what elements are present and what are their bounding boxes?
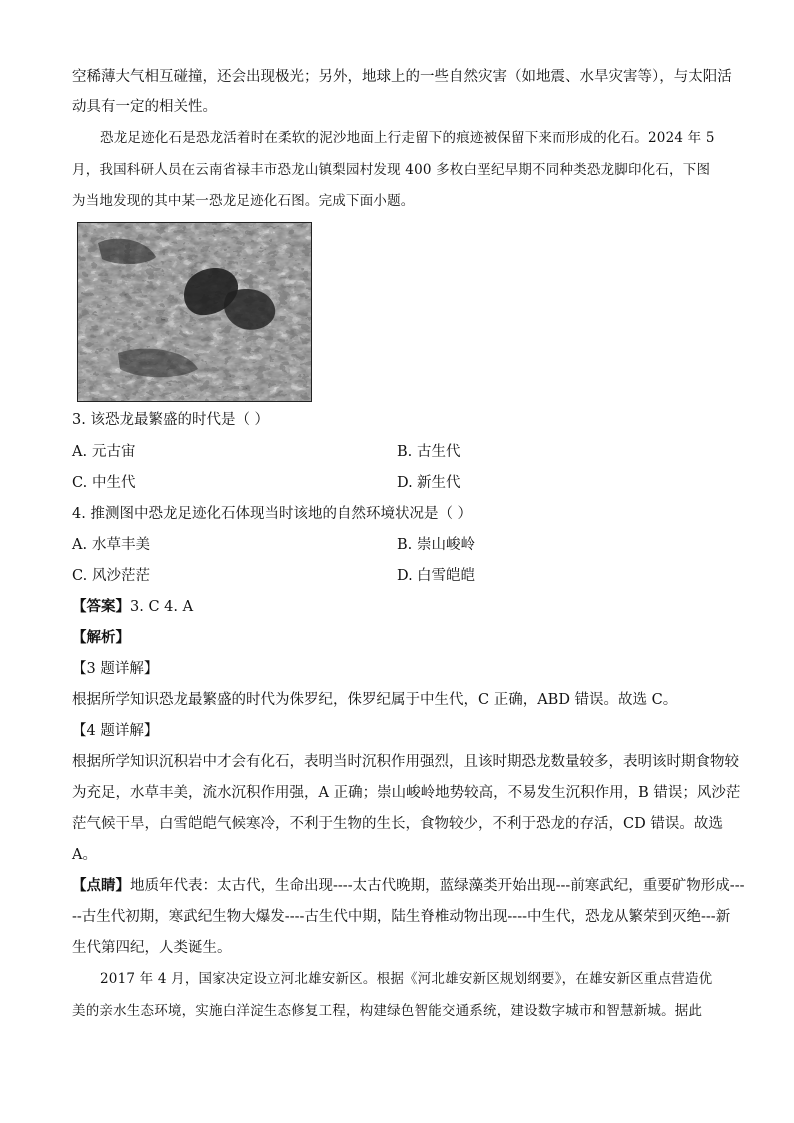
answer-line — [72, 597, 193, 617]
answer-text: 3. C 4. A — [130, 599, 194, 615]
q3-option-c: C. 中生代 — [72, 475, 136, 491]
answer-label: 【答案】 — [72, 598, 130, 615]
passage-line-3: 为当地发现的其中某一恐龙足迹化石图。完成下面小题。 — [72, 193, 415, 209]
dinosaur-footprint-fossil-photo — [77, 222, 312, 402]
question-3-stem: 3. 该恐龙最繁盛的时代是（ ） — [72, 412, 270, 428]
question-4-stem: 4. 推测图中恐龙足迹化石体现当时该地的自然环境状况是（ ） — [72, 506, 473, 522]
q4-option-a: A. 水草丰美 — [72, 537, 150, 553]
tip-label: 【点睛】 — [72, 877, 130, 894]
analysis-label: 【解析】 — [72, 629, 130, 646]
intro-line-1: 空稀薄大气相互碰撞，还会出现极光；另外，地球上的一些自然灾害（如地震、水旱灾害等），与太阳活 — [72, 69, 732, 85]
next-passage-line-1: 2017 年 4 月，国家决定设立河北雄安新区。根据《河北雄安新区规划纲要》，在雄安新区重点营造优 — [100, 971, 713, 987]
tip-line-1 — [72, 876, 745, 896]
tip-text-1: 地质年代表：太古代，生命出现----太古代晚期，蓝绿藻类开始出现---前寒武纪，重要矿物形成--- — [130, 878, 745, 894]
detail-4-line-2: 为充足，水草丰美，流水沉积作用强，A 正确；崇山峻岭地势较高，不易发生沉积作用，B 错误；风沙茫 — [72, 785, 741, 801]
q3-option-a: A. 元古宙 — [72, 444, 136, 460]
detail-3-text: 根据所学知识恐龙最繁盛的时代为侏罗纪，侏罗纪属于中生代，C 正确，ABD 错误。故选 C。 — [72, 692, 678, 708]
q3-option-b: B. 古生代 — [397, 444, 461, 460]
q4-option-c: C. 风沙茫茫 — [72, 568, 150, 584]
detail-4-line-3: 茫气候干旱，白雪皑皑气候寒冷，不利于生物的生长，食物较少，不利于恐龙的存活，CD 错误。故选 — [72, 816, 723, 832]
passage-line-2: 月，我国科研人员在云南省禄丰市恐龙山镇梨园村发现 400 多枚白垩纪早期不同种类恐龙脚印化石，下图 — [72, 162, 711, 178]
passage-line-1: 恐龙足迹化石是恐龙活着时在柔软的泥沙地面上行走留下的痕迹被保留下来而形成的化石。2024 年 5 — [100, 130, 715, 146]
intro-line-2: 动具有一定的相关性。 — [72, 99, 217, 115]
detail-4-line-1: 根据所学知识沉积岩中才会有化石，表明当时沉积作用强烈，且该时期恐龙数量较多，表明该时期食物较 — [72, 754, 739, 770]
detail-3-label: 【3 题详解】 — [72, 661, 159, 677]
tip-line-3: 生代第四纪，人类诞生。 — [72, 940, 232, 956]
detail-4-label: 【4 题详解】 — [72, 723, 159, 739]
detail-4-line-4: A。 — [72, 847, 97, 863]
tip-line-2: --古生代初期，寒武纪生物大爆发----古生代中期，陆生脊椎动物出现----中生代，恐龙从繁荣到灭绝---新 — [72, 909, 731, 925]
q4-option-d: D. 白雪皑皑 — [397, 568, 475, 584]
next-passage-line-2: 美的亲水生态环境，实施白洋淀生态修复工程，构建绿色智能交通系统，建设数字城市和智慧新城。据此 — [72, 1003, 703, 1019]
q4-option-b: B. 崇山峻岭 — [397, 537, 475, 553]
q3-option-d: D. 新生代 — [397, 475, 461, 491]
